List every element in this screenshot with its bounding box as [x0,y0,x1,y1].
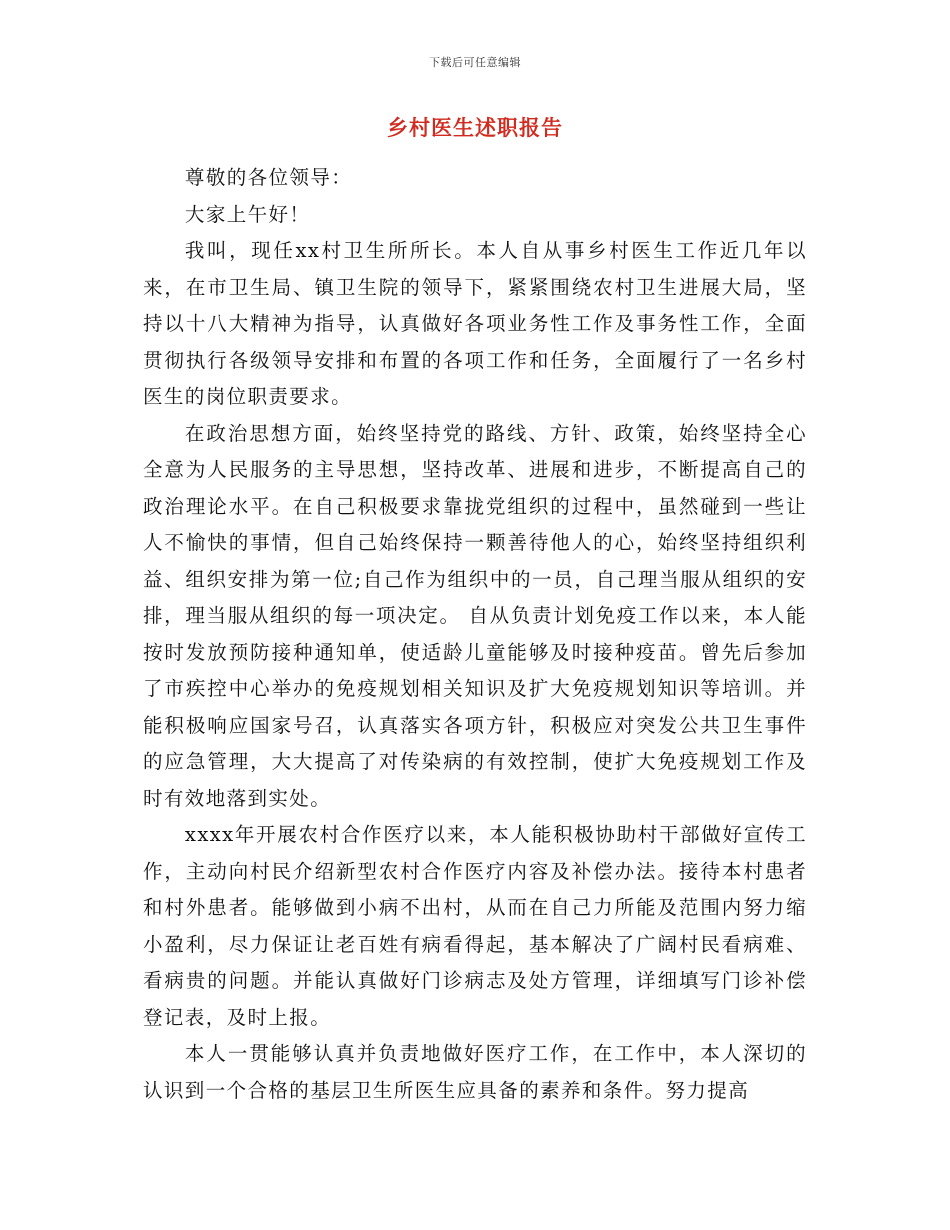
paragraph-introduction: 我叫，现任xx村卫生所所长。本人自从事乡村医生工作近几年以来，在市卫生局、镇卫生院的领导下，紧紧围绕农村卫生进展大局，坚持以十八大精神为指导，认真做好各项业务性工作及事务性工作，全面贯彻执行各级领导安排和布置的各项工作和任务，全面履行了一名乡村医生的岗位职责要求。 [143,239,807,408]
paragraph-cooperative-medical: xxxx年开展农村合作医疗以来，本人能积极协助村干部做好宣传工作，主动向村民介绍新型农村合作医疗内容及补偿办法。接待本村患者和村外患者。能够做到小病不出村，从而在自己力所能及范围内努力缩小盈利，尽力保证让老百姓有病看得起，基本解决了广阔村民看病难、看病贵的问题。并能认真做好门诊病志及处方管理，详细填写门诊补偿登记表，及时上报。 [143,823,807,1029]
paragraph-political-thought: 在政治思想方面，始终坚持党的路线、方针、政策，始终坚持全心全意为人民服务的主导思想，坚持改革、进展和进步，不断提高自己的政治理论水平。在自己积极要求靠拢党组织的过程中，虽然碰到一些让人不愉快的事情，但自己始终保持一颗善待他人的心，始终坚持组织利益、组织安排为第一位;自己作为组织中的一员，自己理当服从组织的安排，理当服从组织的每一项决定。 自从负责计划免疫工作以来，本人能按时发放预防接种通知单，使适龄儿童能够及时接种疫苗。曾先后参加了市疾控中心举办的免疫规划相关知识及扩大免疫规划知识等培训。并能积极响应国家号召，认真落实各项方针，积极应对突发公共卫生事件的应急管理，大大提高了对传染病的有效控制，使扩大免疫规划工作及时有效地落到实处。 [143,421,807,810]
header-note: 下载后可任意编辑 [429,56,521,69]
document-body [143,160,807,1109]
greeting: 大家上午好！ [184,202,311,226]
paragraph-medical-work: 本人一贯能够认真并负责地做好医疗工作，在工作中，本人深切的认识到一个合格的基层卫生所医生应具备的素养和条件。努力提高 [143,1042,807,1102]
document-title: 乡村医生述职报告 [387,115,563,140]
salutation: 尊敬的各位领导： [184,166,353,189]
